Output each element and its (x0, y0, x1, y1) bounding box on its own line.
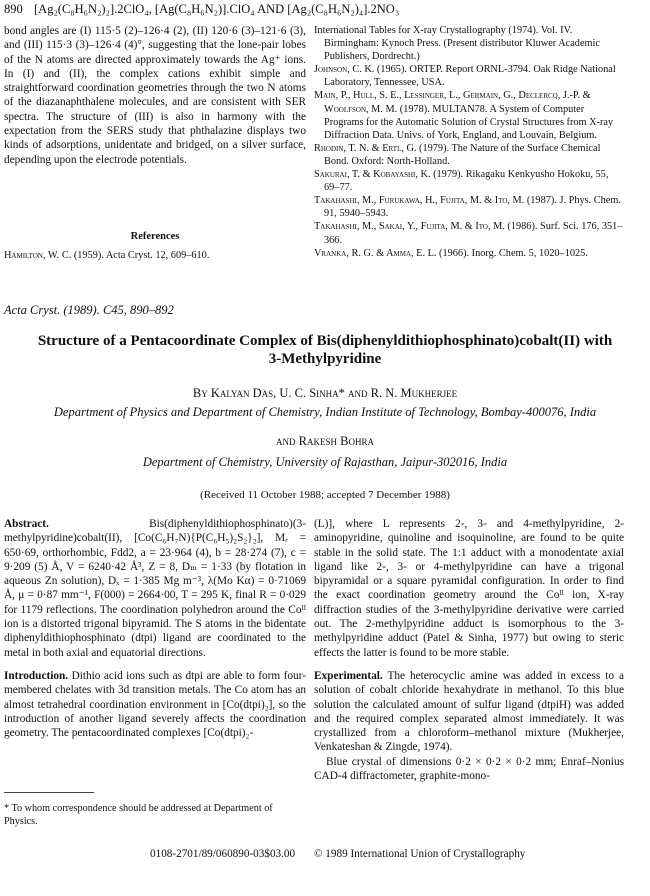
affiliation-2: Department of Chemistry, University of Rajasthan, Jaipur-302016, India (142, 455, 508, 469)
reference-item: Takahashi, M., Furukawa, H., Fujita, M. & Ito, M. (1987). J. Phys. Chem. 91, 5940–5943. (314, 195, 621, 220)
references-list (314, 24, 624, 260)
footnote: * To whom correspondence should be addressed at Department of Physics. (4, 803, 273, 827)
footnote-divider (4, 792, 94, 793)
reference-item: Rhodin, T. N. & Ertl, G. (1979). The Nature of the Surface Chemical Bond. Oxford: North-Holland. (314, 142, 601, 167)
copyright-notice: © 1989 International Union of Crystallography (314, 848, 526, 860)
reference-item: Takahashi, M., Sakai, Y., Fujita, M. & Ito, M. (1986). Surf. Sci. 176, 351–366. (314, 221, 623, 246)
reference-item: Vranka, R. G. & Amma, E. L. (1966). Inorg. Chem. 5, 1020–1025. (314, 247, 588, 259)
running-title: [Ag₂(C₈H₆N₂)₂].2ClO₄, [Ag(C₈H₆N₂)].ClO₄ AND [Ag₂(C₈H₆N₂)₄].2NO₃ (34, 2, 400, 16)
reference-item: International Tables for X-ray Crystallography (1974). Vol. IV. Birmingham: Kynoch Press. (Present distributor Kluwer Academic Publishers, Dordrecht.) (314, 25, 600, 63)
reference-item: Sakurai, T. & Kobayashi, K. (1979). Rikagaku Kenkyusho Hokoku, 55, 69–77. (314, 169, 609, 194)
introduction-continued: (L)], where L represents 2-, 3- and 4-methylpyridine, 2-aminopyridine, quinoline and isoquinoline, are found to be quite stable in the solid state. The 1:1 adduct with a monodentate axial ligand like 2-, 3- or 4-methylpyridine can have a trigonal bipyramidal or a square pyramidal configuration. In order to find the exact coordination geometry around the Coᴵᴵ ion, X-ray diffraction studies of the 3-methylpyridine derivative were carried out. The 2-methylpyridine adduct is isomorphous to the 3-methylpyridine adduct (Patel & Sinha, 1977) but owing to steric effects the latter is found to be more stable. (314, 518, 624, 659)
reference-item: Johnson, C. K. (1965). ORTEP. Report ORNL-3794. Oak Ridge National Laboratory, Tennessee, USA. (314, 64, 616, 89)
references-heading: References (130, 231, 180, 242)
author-list-2: and Rakesh Bohra (276, 434, 374, 448)
page-number: 890 (4, 2, 23, 16)
left-column (4, 517, 306, 740)
experimental: Experimental. The heterocyclic amine was added in excess to a solution of cobalt chloride hexahydrate in methanol. To this blue solution the calculated amount of sulfur ligand (dtpiH) was added and the required complex separated almost immediately. It was crystallized from a chloroform–methanol mixture (Mukherjee, Venkateshan & Zingde, 1974). (314, 669, 624, 754)
introduction: Introduction. Dithio acid ions such as dtpi are able to form four-membered chelates with 3d transition metals. The Co atom has an almost tetrahedral coordination environment in [Co(dtpi)₂], so the introduction of another ligand severely affects the coordination geometry. The pentacoordinated complexes [Co(dtpi)₂- (4, 669, 306, 740)
article-code: 0108-2701/89/060890-03$03.00 (150, 848, 296, 860)
reference-item: Main, P., Hull, S. E., Lessinger, L., Germain, G., Declercq, J.-P. & Woolfson, M. M. (1978). MULTAN78. A System of Computer Programs for the Automatic Solution of Crystal Structures from X-ray Diffraction Data. Univs. of York, England, and Louvain, Belgium. (314, 90, 614, 141)
author-list: By Kalyan Das, U. C. Sinha* and R. N. Mukherjee (192, 386, 458, 400)
running-header (4, 2, 399, 17)
journal-citation: Acta Cryst. (1989). C45, 890–892 (4, 303, 174, 317)
right-column (314, 517, 624, 783)
article-title: Structure of a Pentacoordinate Complex of Bis(diphenyldithiophosphinato)cobalt(II) with 3-Methylpyridine (37, 333, 613, 367)
reference-item-left: Hamilton, W. C. (1959). Acta Cryst. 12, 609–610. (4, 250, 210, 261)
affiliation-1: Department of Physics and Department of Chemistry, Indian Institute of Technology, Bombay-400076, India (53, 405, 597, 419)
experimental-continued: Blue crystal of dimensions 0·2 × 0·2 × 0·2 mm; Enraf–Nonius CAD-4 diffractometer, graphite-mono- (314, 755, 624, 783)
abstract: Abstract. Bis(diphenyldithiophosphinato)(3-methylpyridine)cobalt(II), [Co(C₆H₇N){P(C₆H₅)₂S₂}₂], Mᵣ = 650·69, orthorhombic, Fdd2, a = 23·964 (4), b = 28·274 (7), c = 9·209 (5) Å, V = 6240·42 Å³, Z = 8, Dₘ = 1·33 (by flotation in aqueous Zn solution), Dₓ = 1·385 Mg m⁻³, λ(Mo Kα) = 0·71069 Å, μ = 0·87 mm⁻¹, F(000) = 2664·00, T = 295 K, final R = 0·029 for 1179 reflections. The coordination polyhedron around the Coᴵᴵ ion is a distorted trigonal bipyramid. The S atoms in the bidentate diphenyldithiophosphinato (dtpi) ligand are coordinated to the metal in both axial and equatorial directions. (4, 518, 306, 659)
received-dates: (Received 11 October 1988; accepted 7 December 1988) (200, 489, 450, 501)
prev-article-paragraph: bond angles are (I) 115·5 (2)–126·4 (2), (II) 120·6 (3)–121·6 (3), and (III) 115·3 (3)–126·4 (4)°, suggesting that the lone-pair lobes of the N atoms are directed approximately towards the Ag⁺ ions. In (I) and (II), the complex cations exhibit simple and straightforward coordination geometries through the two N atoms of the diazanaphthalene molecules, and are consistent with SER spectra. The structure of (III) is also in harmony with the expectation from the SERS study that phthalazine displays two kinds of adsorptions, unidentate and bridged, on a silver surface, depending upon the electrode potentials. (4, 25, 306, 166)
